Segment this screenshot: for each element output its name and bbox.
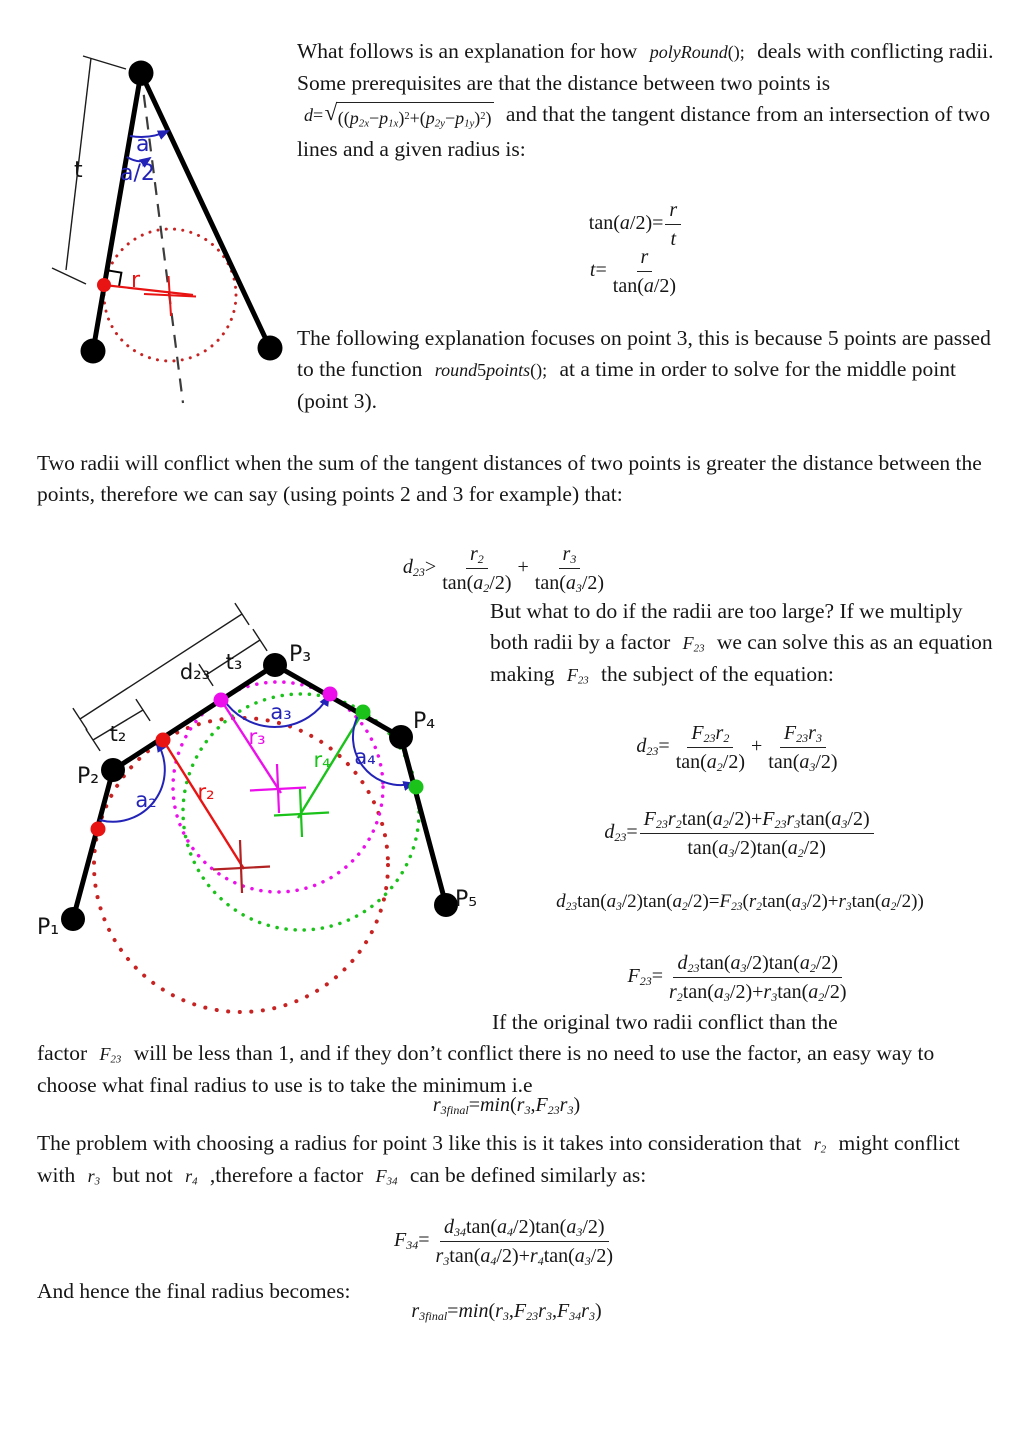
d23-combined-formula: $d_{23}=$ $\frac{F_{23}r_2\tan(a_2/2)+F_{23}r_3\tan(a_3/2)}{\tan(a_3/2)\tan(a_2/2)}$ [488,806,992,861]
radius-r2-line [163,740,270,893]
label-r4: r₄ [313,748,331,772]
radius-r4-line [274,712,363,837]
label-a3: a₃ [270,700,292,724]
inline-math: $F_{23}$ [99,1044,122,1066]
label-p3: P₃ [288,642,312,667]
r3final-formula: $r_{3final}=\min(r_3,F_{23}r_3)$ [432,1094,581,1117]
conflict-result-paragraph: factor $F_{23}$ will be less than 1, and if they don’t conflict there is no need to use the factor, an easy way to choose what final radius to use is to take the minimum i.e [37,1041,935,1097]
label-t2: t₂ [109,722,127,746]
f23-formula: $F_{23}=$ $\frac{d_{23}\tan(a_3/2)\tan(a_2/2)}{r_2\tan(a_3/2)+r_3\tan(a_2/2)}$ [627,952,847,1004]
intro-paragraph: What follows is an explanation for how polyRound(); deals with conflicting radii. Some prerequisites are that the distance between two points is d= √ $((p_{2x}-p_{1x})^2+(p_{2y}-p_{1y})^2)$ and that the tangent distance from an intersection of two lines and a given radius is: [297,39,994,161]
inline-math: round5points(); [434,360,548,380]
label-t3: t₃ [225,650,243,674]
label-a4: a₄ [354,745,376,769]
inline-math: $F_{23}$ [566,665,589,687]
f34-formula: $F_{34}=$ $\frac{d_{34}\tan(a_4/2)\tan(a_3/2)}{r_3\tan(a_4/2)+r_4\tan(a_3/2)}$ [394,1216,613,1268]
five-point-polyline-diagram [28,597,490,1027]
r3final-full-formula: $r_{3final}=\min(r_3,F_{23}r_3,F_{34}r_3)$ [411,1300,602,1323]
label-r2: r₂ [197,780,215,804]
radius-line [104,276,196,316]
label-a2: a₂ [135,788,157,812]
t-formula: t= $\frac{r}{\tan(a/2)}$ [589,246,677,297]
label-t: t [74,158,83,183]
label-p4: P₄ [412,709,436,734]
label-p2: P₂ [76,764,100,789]
d23-factored-formula: $d_{23}=$ $\frac{F_{23}r_2}{\tan(a_2/2)}$ + $\frac{F_{23}r_3}{\tan(a_3/2)}$ [636,722,838,774]
inline-math: d= √ $((p_{2x}-p_{1x})^2+(p_{2y}-p_{1y})^2)$ [304,105,494,125]
d23-inequality-formula: $d_{23}>$ $\frac{r_2}{\tan(a_2/2)}$ + $\frac{r_3}{\tan(a_3/2)}$ [402,543,605,595]
vertex-dots [61,653,458,931]
label-r3: r₃ [248,725,266,749]
inline-math: $r_3$ [87,1166,101,1188]
d23-expanded-formula: $d_{23}\tan(a_3/2)\tan(a_2/2)=F_{23}(r_2\tan(a_3/2)+r_3\tan(a_2/2))$ [556,891,924,913]
tangent-point-dot [97,278,111,292]
d23-measurement [73,603,249,730]
tan-half-formula: tan(a/2)= $\frac{r}{t}$ [536,197,736,252]
label-a-half: a/2 [120,161,155,186]
inline-math: $r_2$ [813,1134,827,1156]
label-r: r [131,268,141,293]
conflict-definition-paragraph: Two radii will conflict when the sum of the tangent distances of two points is greater the distance between the points, therefore we can say (using points 2 and 3 for example) that: [37,451,982,506]
inline-math: $F_{34}$ [375,1166,398,1188]
inline-math: $F_{23}$ [682,633,705,655]
polyline-p1-p5 [73,665,446,919]
factor-paragraph: But what to do if the radii are too large? If we multiply both radii by a factor $F_{23}$ we can solve this as an equation making $F_{23}$ the subject of the equation: [490,599,993,687]
label-a: a [136,132,150,157]
final-radius-paragraph: And hence the final radius becomes: [37,1279,351,1303]
label-p1: P₁ [36,915,60,940]
conflict-result-paragraph-start: If the original two radii conflict than the [492,1010,838,1034]
corner-tangent-diagram [38,48,300,418]
f34-explanation-paragraph: The problem with choosing a radius for point 3 like this is it takes into consideration that $r_2$ might conflict with $r_3$ but not $r_4$ ,therefore a factor $F_{34}$ can be defined similarly as: [37,1131,960,1188]
label-d23: d₂₃ [179,660,211,684]
inline-math: $r_4$ [185,1166,198,1188]
t-measurement [52,56,126,284]
focus-point3-paragraph: The following explanation focuses on point 3, this is because 5 points are passed to the function round5points(); at a time in order to solve for the middle point (point 3). [297,326,991,413]
label-p5: P₅ [454,887,478,912]
corner-legs [93,73,270,351]
inline-math: polyRound(); [649,42,745,62]
vertex-dots [81,61,283,364]
